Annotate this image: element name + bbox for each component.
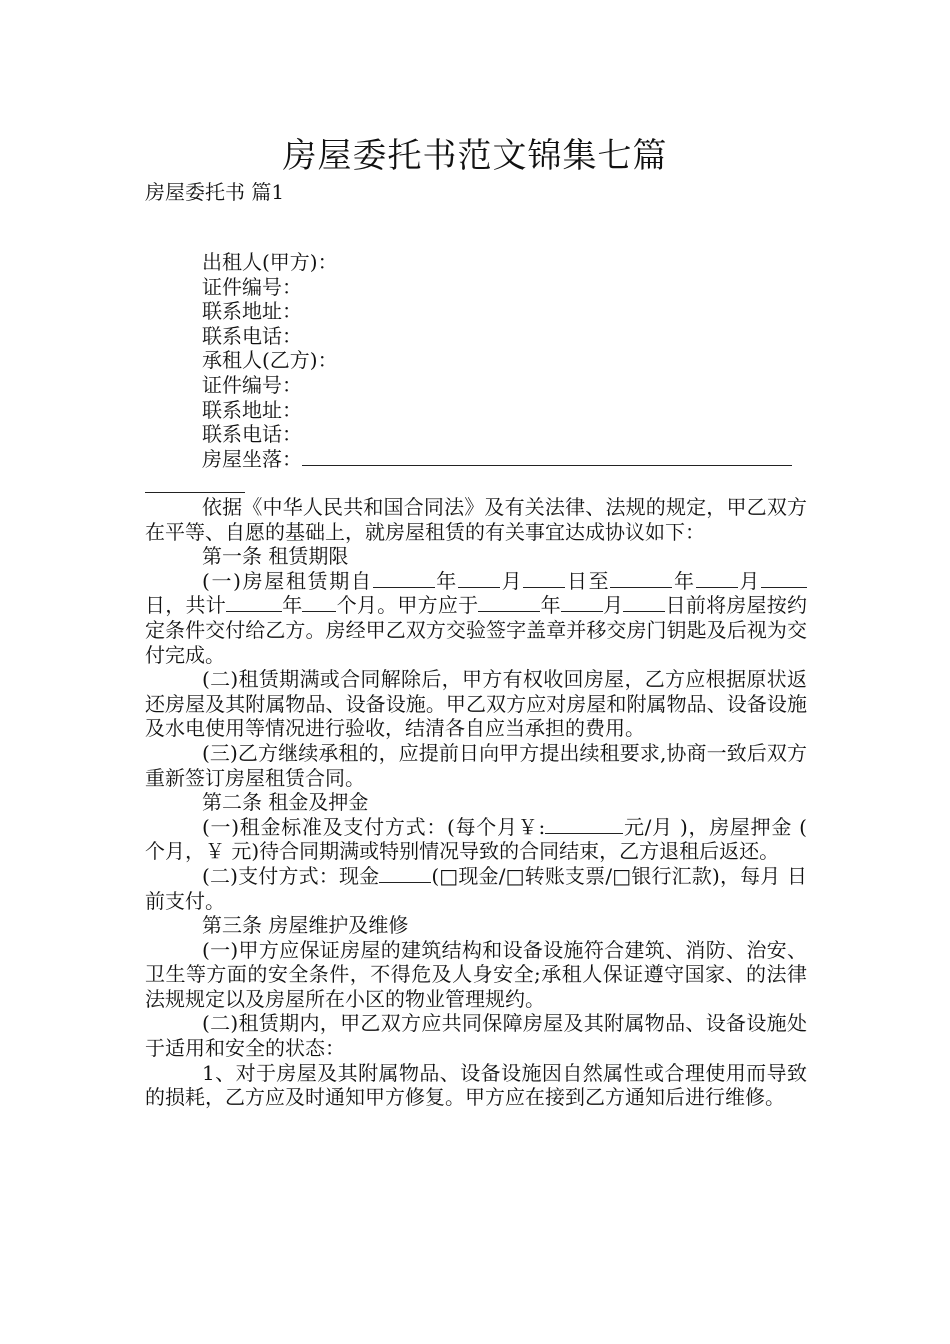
article-3-clause-2: (二)租赁期内，甲乙双方应共同保障房屋及其附属物品、设备设施处于适用和安全的状态： bbox=[145, 1011, 807, 1061]
document-subtitle: 房屋委托书 篇1 bbox=[145, 180, 285, 204]
document-title: 房屋委托书范文锦集七篇 bbox=[282, 136, 668, 176]
blank bbox=[561, 595, 603, 612]
article-2-clause-1 bbox=[145, 815, 807, 864]
article-1-heading: 第一条 租赁期限 bbox=[202, 544, 349, 569]
clause-text: 年 bbox=[434, 568, 458, 593]
lessor-phone-label: 联系电话： bbox=[202, 323, 302, 348]
clause-text: 日前将房屋按约定条件交付给乙方。房经甲乙双方交验签字盖章并移交房门钥匙及后视为交付完成。 bbox=[145, 593, 808, 667]
location-blank bbox=[302, 447, 792, 466]
lessor-id-label: 证件编号： bbox=[202, 274, 302, 299]
location-blank-continued bbox=[145, 470, 245, 493]
clause-text: 年 bbox=[540, 593, 561, 618]
clause-text: 个月。甲方应于 bbox=[336, 593, 479, 618]
blank bbox=[696, 571, 738, 588]
article-1-clause-2: (二)租赁期满或合同解除后，甲方有权收回房屋，乙方应根据原状返还房屋及其附属物品、设备设施。甲乙双方应对房屋和附属物品、设备设施及水电使用等情况进行验收，结清各自应当承担的费用。 bbox=[145, 667, 807, 741]
blank bbox=[458, 571, 500, 588]
lessee-address-label: 联系地址： bbox=[202, 397, 302, 422]
article-2-heading: 第二条 租金及押金 bbox=[202, 790, 369, 815]
lessee-id-label: 证件编号： bbox=[202, 372, 302, 397]
lessee-label: 承租人(乙方)： bbox=[202, 348, 338, 373]
article-3-clause-1: (一)甲方应保证房屋的建筑结构和设备设施符合建筑、消防、治安、卫生等方面的安全条件，不得危及人身安全;承租人保证遵守国家、的法律法规规定以及房屋所在小区的物业管理规约。 bbox=[145, 937, 807, 1011]
blank bbox=[545, 817, 623, 834]
lessor-label: 出租人(甲方)： bbox=[202, 250, 338, 274]
clause-text: (□现金/□转账支票/□银行汇款)，每月 日前支付。 bbox=[145, 863, 807, 913]
lessor-address-label: 联系地址： bbox=[202, 299, 302, 324]
clause-text: 日，共计 bbox=[145, 593, 226, 618]
clause-text: (一)租金标准及支付方式：(每个月￥: bbox=[202, 814, 546, 839]
blank bbox=[523, 571, 565, 588]
clause-text: 年 bbox=[281, 593, 303, 618]
location-label: 房屋坐落： bbox=[202, 446, 302, 471]
article-3-heading: 第三条 房屋维护及维修 bbox=[202, 913, 409, 938]
article-2-clause-2 bbox=[145, 864, 807, 913]
clause-text: 年 bbox=[672, 568, 696, 593]
lessee-phone-label: 联系电话： bbox=[202, 422, 302, 447]
party-fields bbox=[202, 250, 792, 471]
clause-text: 元/月 )，房屋押金 ( 个月，￥ 元)待合同期满或特别情况导致的合同结束，乙方退租后返还。 bbox=[145, 814, 807, 864]
blank bbox=[761, 571, 807, 588]
clause-text: 月 bbox=[737, 568, 762, 593]
blank bbox=[226, 595, 282, 612]
location-row bbox=[202, 447, 792, 472]
blank bbox=[373, 571, 435, 588]
blank bbox=[623, 595, 665, 612]
clause-text: (二)支付方式：现金 bbox=[202, 863, 380, 888]
clause-text: 月 bbox=[602, 593, 624, 618]
clause-text: 日至 bbox=[565, 568, 611, 593]
intro-paragraph: 依据《中华人民共和国合同法》及有关法律、法规的规定，甲乙双方在平等、自愿的基础上，就房屋租赁的有关事宜达成协议如下： bbox=[145, 495, 807, 544]
blank bbox=[302, 595, 336, 612]
blank bbox=[610, 571, 672, 588]
article-3-clause-2-item-1: 1、对于房屋及其附属物品、设备设施因自然属性或合理使用而导致的损耗，乙方应及时通知甲方修复。甲方应在接到乙方通知后进行维修。 bbox=[145, 1060, 807, 1110]
article-1-clause-1 bbox=[145, 569, 807, 667]
clause-text: 月 bbox=[499, 568, 524, 593]
article-1-clause-3: (三)乙方继续承租的，应提前日向甲方提出续租要求,协商一致后双方重新签订房屋租赁合同。 bbox=[145, 740, 807, 790]
blank bbox=[478, 595, 540, 612]
blank bbox=[379, 866, 431, 883]
clause-text: (一)房屋租赁期自 bbox=[202, 568, 373, 593]
contract-body bbox=[145, 495, 807, 1110]
